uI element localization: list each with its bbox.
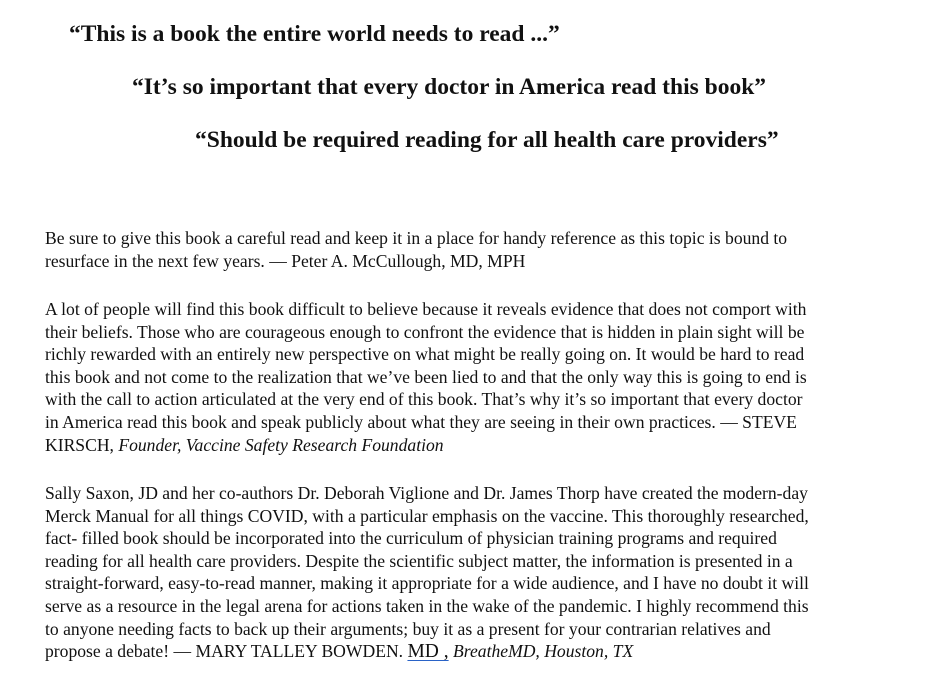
blurb-bowden xyxy=(45,482,905,664)
blurb-line: Sally Saxon, JD and her co-authors Dr. Deborah Viglione and Dr. James Thorp have created the modern-day xyxy=(45,483,808,503)
blurb-line: serve as a resource in the legal arena for actions taken in the wake of the pandemic. I highly recommend this xyxy=(45,595,809,616)
blurb-line: their beliefs. Those who are courageous enough to confront the evidence that is hidden in plain sight will be xyxy=(45,321,805,342)
blurb-line: in America read this book and speak publicly about what they are seeing in their own practices. — STEVE xyxy=(45,411,797,432)
blurb-line: A lot of people will find this book difficult to believe because it reveals evidence that does not comport with xyxy=(45,299,807,319)
blurb-attribution-line xyxy=(45,640,905,664)
blurb-line: fact- filled book should be incorporated into the curriculum of physician training programs and required xyxy=(45,528,777,549)
blurb-line: reading for all health care providers. Despite the scientific subject matter, the information is presented in a xyxy=(45,550,793,571)
blurb-line: Merck Manual for all things COVID, with a particular emphasis on the vaccine. This thoroughly researched, xyxy=(45,505,809,526)
attribution-affiliation: Founder, Vaccine Safety Research Foundation xyxy=(118,434,444,455)
attribution-affiliation: BreatheMD, Houston, TX xyxy=(453,641,634,662)
blurb-line: this book and not come to the realization that we’ve been lied to and that the only way this is going to end is xyxy=(45,366,807,387)
blurb-kirsch xyxy=(45,298,905,456)
blurb-line: to anyone needing facts to back up their arguments; buy it as a present for your contrarian relatives and xyxy=(45,618,771,639)
blurb-line: Be sure to give this book a careful read and keep it in a place for handy reference as this topic is bound to xyxy=(45,228,788,248)
blurb-line: resurface in the next few years. — Peter A. McCullough, MD, MPH xyxy=(45,250,526,271)
headline-quote-1: “This is a book the entire world needs to read ...” xyxy=(69,21,560,47)
md-credential-link[interactable]: MD , xyxy=(407,641,449,663)
headline-quote-3: “Should be required reading for all health care providers” xyxy=(195,127,779,153)
attribution-text: propose a debate! — MARY TALLEY BOWDEN. xyxy=(45,641,408,662)
blurb-line: with the call to action articulated at the very end of this book. That’s why it’s so important that every doctor xyxy=(45,389,803,410)
blurb-line: richly rewarded with an entirely new perspective on what might be really going on. It would be hard to read xyxy=(45,344,805,365)
headline-quote-2: “It’s so important that every doctor in America read this book” xyxy=(132,74,767,100)
blurb-mccullough xyxy=(45,227,905,272)
blurb-attribution-line xyxy=(45,434,905,457)
attribution-name: KIRSCH, xyxy=(45,434,119,455)
blurb-line: straight-forward, easy-to-read manner, making it appropriate for a wide audience, and I have no doubt it will xyxy=(45,573,809,594)
